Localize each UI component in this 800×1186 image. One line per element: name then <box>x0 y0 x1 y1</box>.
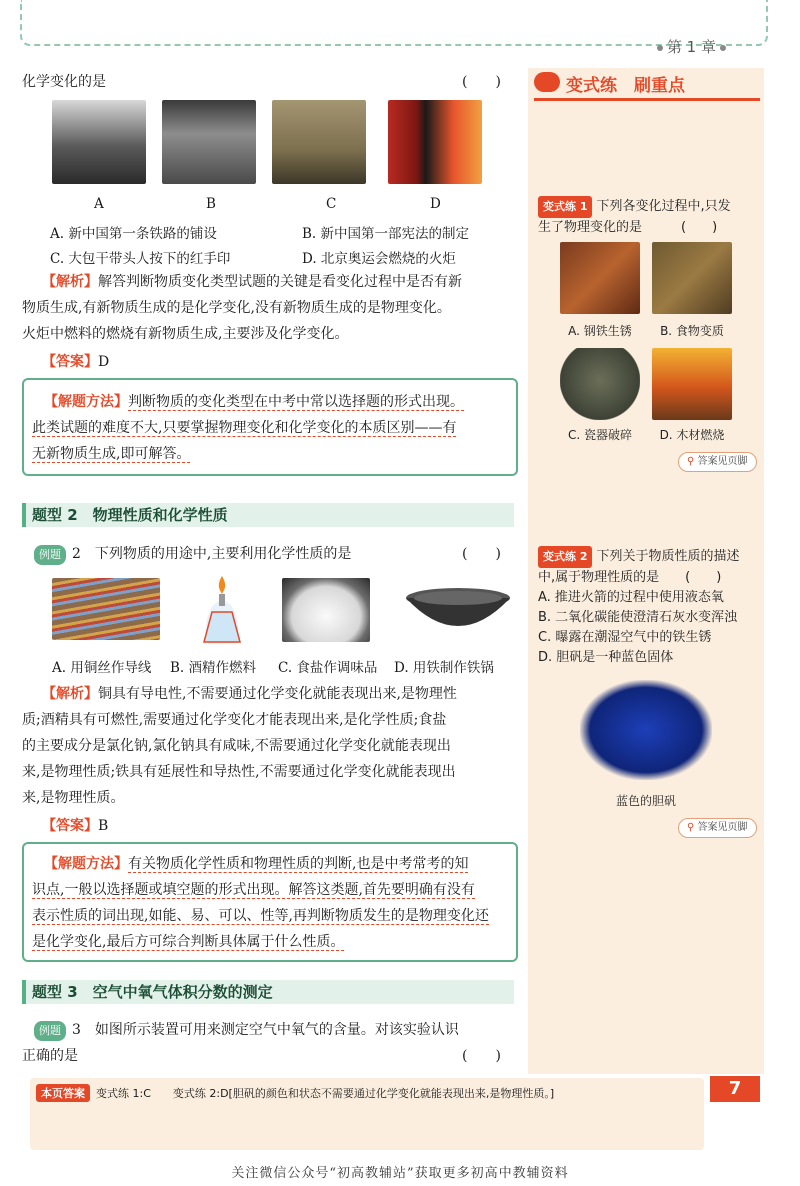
q2-option-a: A. 用铜丝作导线 <box>52 660 152 676</box>
q1-letter-c: C <box>326 196 337 212</box>
blue-vitriol-caption: 蓝色的胆矾 <box>615 794 676 808</box>
q1-option-a: A. 新中国第一条铁路的铺设 <box>50 226 217 242</box>
wood-burning-image <box>652 348 732 420</box>
q2-option-b: B. 酒精作燃料 <box>170 660 257 676</box>
copper-wire-photo <box>52 578 160 640</box>
section-title-2: 题型 2 物理性质和化学性质 <box>22 503 514 527</box>
exercise-2-option-b: B. 二氧化碳能使澄清石灰水变浑浊 <box>538 610 738 625</box>
footer-note: 关注微信公众号“初高教辅站”获取更多初高中教辅资料 <box>231 1166 569 1181</box>
q1-option-c: C. 大包干带头人按下的红手印 <box>50 251 231 267</box>
q1-analysis-line-2: 物质生成,有新物质生成的是化学变化,没有新物质生成的是物理变化。 <box>22 300 451 316</box>
right-column-header <box>534 70 760 101</box>
exercise-2-option-c: C. 曝露在潮湿空气中的铁生锈 <box>538 630 712 645</box>
constitution-photo <box>162 100 256 184</box>
page-number: 7 <box>710 1076 760 1102</box>
q3-stem: 例题 3 如图所示装置可用来测定空气中氧气的含量。对该实验认识 <box>34 1020 459 1041</box>
option-b-caption: B. 食物变质 <box>660 324 724 338</box>
exercise-2-stem: 变式练 2 下列关于物质性质的描述 中,属于物理性质的是 ( ) A. 推进火箭的过程中使用液态氧 B. 二氧化碳能使澄清石灰水变浑浊 C. 曝露在潮湿空气中的铁生锈 D. 胆矾是一种蓝色固体 <box>538 546 760 668</box>
q1-letter-a: A <box>94 196 104 212</box>
q3-paren: ( ) <box>462 1048 501 1064</box>
q1-option-b: B. 新中国第一部宪法的制定 <box>302 226 470 242</box>
method-box-1: 【解题方法】判断物质的变化类型在中考中常以选择题的形式出现。 此类试题的难度不大,只要掌握物理变化和化学变化的本质区别——有 无新物质生成,即可解答。 <box>22 378 518 476</box>
steel-rust-image <box>560 242 640 314</box>
pin-icon: ⚲ <box>687 456 695 467</box>
q1-answer: 【答案】D <box>42 354 110 370</box>
page-answer-tag: 本页答案 <box>36 1084 90 1102</box>
exercise-1-label: 变式练 1 <box>538 196 592 218</box>
section-title-3: 题型 3 空气中氧气体积分数的测定 <box>22 980 514 1004</box>
exercise-2-option-d: D. 胆矾是一种蓝色固体 <box>538 650 674 665</box>
olympic-torch-photo <box>388 100 482 184</box>
q2-analysis-line-1: 【解析】铜具有导电性,不需要通过化学变化就能表现出来,是物理性 <box>42 686 457 702</box>
railway-photo <box>52 100 146 184</box>
iron-wok-icon <box>404 584 512 640</box>
page-answers: 本页答案 变式练 1:C 变式练 2:D[胆矾的颜色和状态不需要通过化学变化就能表现出来,是物理性质。] <box>36 1084 554 1102</box>
exercise-2-label: 变式练 2 <box>538 546 592 568</box>
exercise-1-stem: 变式练 1 下列各变化过程中,只发 生了物理变化的是 ( ) <box>538 196 760 238</box>
q1-option-d: D. 北京奥运会燃烧的火炬 <box>302 251 456 267</box>
right-column-title: 变式练 刷重点 <box>566 76 685 96</box>
q1-analysis-line-3: 火炬中燃料的燃烧有新物质生成,主要涉及化学变化。 <box>22 326 349 342</box>
q2-analysis-line-5: 来,是物理性质。 <box>22 790 125 806</box>
q1-stem: 化学变化的是 <box>22 74 106 90</box>
exercise-2-option-a: A. 推进火箭的过程中使用液态氧 <box>538 590 724 605</box>
alcohol-lamp-icon <box>190 572 254 644</box>
q1-letter-d: D <box>430 196 441 212</box>
q2-paren: ( ) <box>462 546 501 562</box>
q1-letter-b: B <box>206 196 216 212</box>
q2-analysis-line-3: 的主要成分是氯化钠,氯化钠具有咸味,不需要通过化学变化就能表现出 <box>22 738 451 754</box>
q2-option-c: C. 食盐作调味品 <box>278 660 378 676</box>
blue-vitriol-image <box>580 680 712 780</box>
method-box-2: 【解题方法】有关物质化学性质和物理性质的判断,也是中考常考的知 识点,一般以选择题或填空题的形式出现。解答这类题,首先要明确有没有 表示性质的词出现,如能、易、可以、性等,再判断物质发生的是物理变化还 是化学变化,最后方可综合判断具体属于什么性质。 <box>22 842 518 962</box>
food-spoil-image <box>652 242 732 314</box>
salt-photo <box>282 578 370 642</box>
q1-paren: ( ) <box>462 74 501 90</box>
q2-answer: 【答案】B <box>42 818 109 834</box>
q3-stem-2: 正确的是 <box>22 1048 78 1064</box>
option-d-caption: D. 木材燃烧 <box>659 428 725 442</box>
option-c-caption: C. 瓷器破碎 <box>567 428 632 442</box>
pin-icon: ⚲ <box>687 822 695 833</box>
answer-pill-1: ⚲ 答案见页脚 <box>678 452 757 472</box>
red-fingerprint-photo <box>272 100 366 184</box>
q2-option-d: D. 用铁制作铁锅 <box>394 660 494 676</box>
chapter-label: 第 1 章 <box>653 36 730 57</box>
q2-stem: 例题 2 下列物质的用途中,主要利用化学性质的是 <box>34 544 351 565</box>
q1-analysis-line-1: 【解析】解答判断物质变化类型试题的关键是看变化过程中是否有新 <box>42 274 462 290</box>
option-a-caption: A. 钢铁生锈 <box>568 324 632 338</box>
q2-analysis-line-2: 质;酒精具有可燃性,需要通过化学变化才能表现出来,是化学性质;食盐 <box>22 712 447 728</box>
answer-pill-2: ⚲ 答案见页脚 <box>678 818 757 838</box>
porcelain-broken-image <box>560 348 640 420</box>
practice-logo-icon <box>534 72 560 92</box>
q2-analysis-line-4: 来,是物理性质;铁具有延展性和导热性,不需要通过化学变化就能表现出 <box>22 764 456 780</box>
